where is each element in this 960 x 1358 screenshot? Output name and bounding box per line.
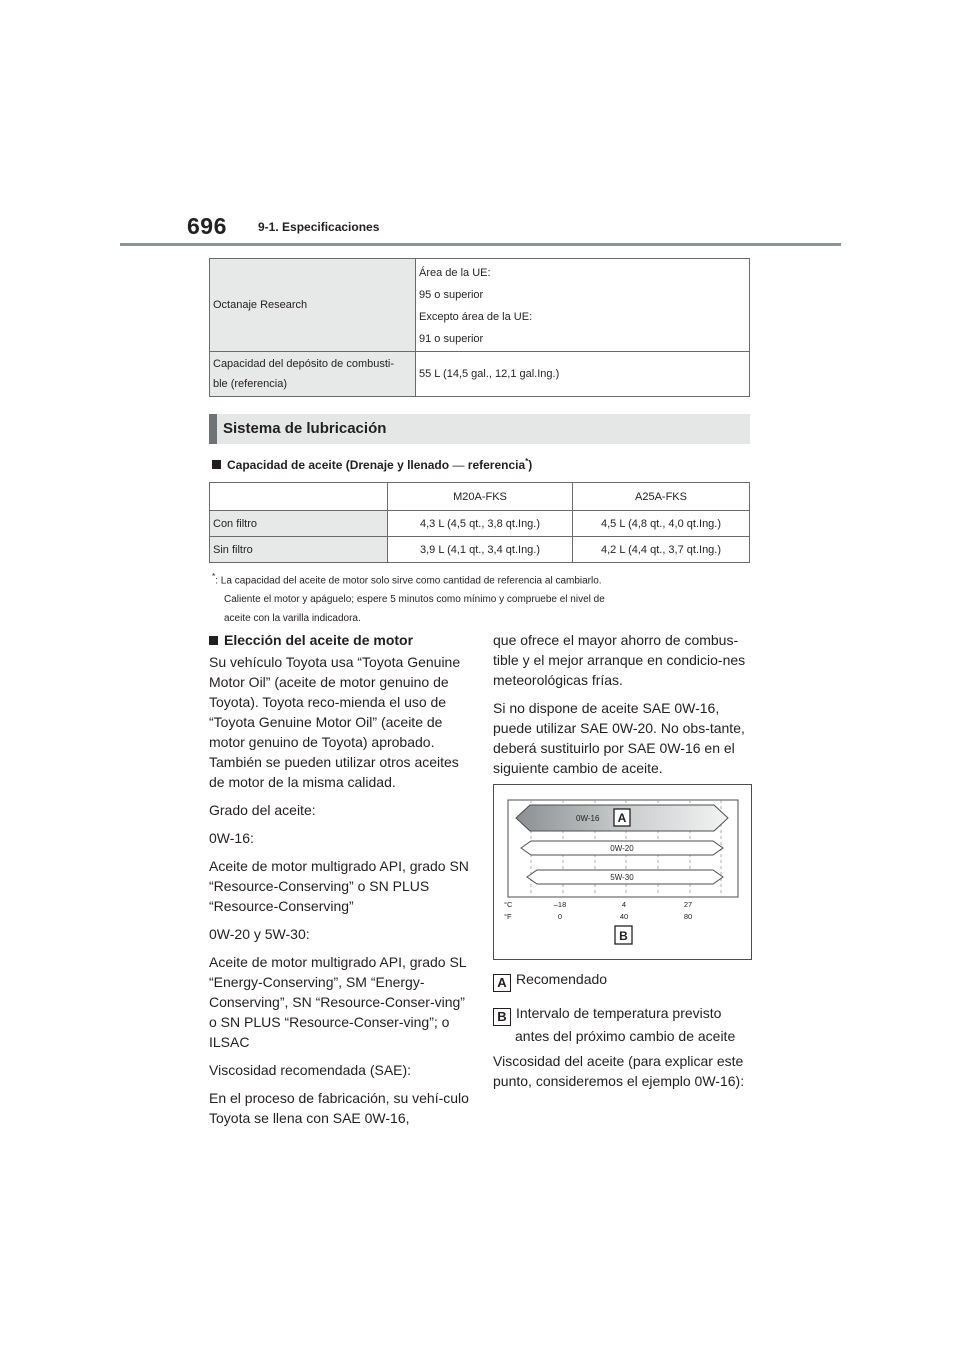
paragraph: que ofrece el mayor ahorro de combus-tible y el mejor arranque en condicio-nes meteorológicas frías. <box>493 632 746 688</box>
table-cell-value: 55 L (14,5 gal., 12,1 gal.Ing.) <box>416 352 750 397</box>
capacity-heading <box>212 457 532 472</box>
table-row <box>210 259 750 352</box>
unit-f: °F <box>504 912 512 921</box>
heading-ref: referencia <box>467 458 526 472</box>
legend-a <box>493 969 607 992</box>
tag-a-label: A <box>617 811 627 825</box>
paragraph: 0W-20 y 5W-30: <box>209 926 310 942</box>
paragraph: Aceite de motor multigrado API, grado SL “Energy-Conserving”, SM “Energy-Conserving”, SN “Resource-Conser-ving” o SN PLUS “Resource-Conser-ving”; o ILSAC <box>209 954 467 1050</box>
table-row <box>210 352 750 397</box>
bar-label: 0W-16 <box>576 814 600 823</box>
fuel-spec-table <box>209 258 750 397</box>
label-line: ble (referencia) <box>213 378 287 390</box>
tick-f: 40 <box>619 912 629 921</box>
section-title: 9-1. Especificaciones <box>258 220 380 234</box>
heading-star: * <box>525 457 529 466</box>
section-banner <box>209 414 750 444</box>
value-line: Área de la UE: <box>419 267 491 279</box>
capacity-heading-text: Capacidad de aceite (Drenaje y llenado <box>227 458 450 472</box>
left-column <box>209 630 469 1136</box>
footnote-star: * <box>212 571 216 581</box>
banner-marker <box>209 414 217 444</box>
tag-b-label: B <box>619 929 628 943</box>
section-banner-title: Sistema de lubricación <box>223 420 387 437</box>
bar-label: 0W-20 <box>610 844 634 853</box>
bullet-square-icon <box>209 636 218 645</box>
table-row <box>210 511 750 537</box>
tick-f: 0 <box>557 912 563 921</box>
paragraph: Aceite de motor multigrado API, grado SN “Resource-Conserving” o SN PLUS “Resource-Conserving” <box>209 858 469 914</box>
bar-label: 5W-30 <box>610 873 634 882</box>
heading-close: ) <box>528 458 533 472</box>
legend-a-text: Recomendado <box>516 971 608 987</box>
legend-tag-a: A <box>493 974 511 992</box>
footnote <box>212 567 752 628</box>
legend-tag-b: B <box>493 1008 511 1026</box>
viscosity-diagram <box>493 784 752 960</box>
paragraph: Viscosidad recomendada (SAE): <box>209 1062 412 1078</box>
right-column <box>493 630 755 786</box>
table-header-cell: M20A-FKS <box>388 483 573 511</box>
paragraph: Su vehículo Toyota usa “Toyota Genuine Motor Oil” (aceite de motor genuino de Toyota). Toyota reco-mienda el uso de “Toyota Genuine Motor Oil” (aceite de motor genuino de Toyota) aprobado. También se pueden utilizar otros aceites de motor de la misma calidad. <box>209 654 461 790</box>
oil-choice-heading <box>209 630 469 650</box>
footnote-line: aceite con la varilla indicadora. <box>224 613 361 625</box>
footnote-line: Caliente el motor y apáguelo; espere 5 minutos como mínimo y compruebe el nivel de <box>224 594 605 606</box>
oil-capacity-table <box>209 482 750 563</box>
value-line: 95 o superior <box>419 289 484 301</box>
oil-choice-heading-text: Elección del aceite de motor <box>224 632 414 648</box>
paragraph: 0W-16: <box>209 830 254 846</box>
footnote-text: : La capacidad del aceite de motor solo sirve como cantidad de referencia al cambiarlo. <box>215 575 602 587</box>
tick-c: 4 <box>621 900 627 909</box>
viscosity-explanation: Viscosidad del aceite (para explicar este punto, consideremos el ejemplo 0W-16): <box>493 1053 745 1089</box>
legend-b <box>493 1003 721 1026</box>
table-cell: 4,2 L (4,4 qt., 3,7 qt.Ing.) <box>573 537 750 563</box>
header-rule <box>120 243 841 246</box>
legend-b-text-line1: Intervalo de temperatura previsto <box>516 1005 722 1021</box>
table-row <box>210 537 750 563</box>
paragraph: En el proceso de fabricación, su vehí-culo Toyota se llena con SAE 0W-16, <box>209 1090 469 1126</box>
value-line: 91 o superior <box>419 333 484 345</box>
label-line: Capacidad del depósito de combusti- <box>213 358 395 370</box>
table-cell: 4,5 L (4,8 qt., 4,0 qt.Ing.) <box>573 511 750 537</box>
page-number: 696 <box>187 213 227 239</box>
tick-c: 27 <box>683 900 693 909</box>
table-cell-label <box>210 352 416 397</box>
table-cell: 3,9 L (4,1 qt., 3,4 qt.Ing.) <box>388 537 573 563</box>
table-cell-label: Con filtro <box>210 511 388 537</box>
paragraph: Si no dispone de aceite SAE 0W-16, puede utilizar SAE 0W-20. No obs-tante, deberá sustituirlo por SAE 0W-16 en el siguiente cambio de aceite. <box>493 700 745 776</box>
tick-f: 80 <box>683 912 693 921</box>
paragraph: Grado del aceite: <box>209 802 316 818</box>
table-cell-value <box>416 259 750 352</box>
table-cell-label: Octanaje Research <box>210 259 416 352</box>
viscosity-diagram-svg <box>494 785 751 959</box>
tick-c: –18 <box>553 900 567 909</box>
unit-c: °C <box>504 900 513 909</box>
table-header-cell <box>210 483 388 511</box>
table-cell-label: Sin filtro <box>210 537 388 563</box>
footnote-line <box>212 567 752 590</box>
table-cell: 4,3 L (4,5 qt., 3,8 qt.Ing.) <box>388 511 573 537</box>
table-header-row <box>210 483 750 511</box>
bullet-square-icon <box>212 460 221 469</box>
legend-b-continued: antes del próximo cambio de aceite <box>515 1028 736 1044</box>
table-header-cell: A25A-FKS <box>573 483 750 511</box>
heading-dash: — <box>452 458 465 472</box>
value-line: Excepto área de la UE: <box>419 311 533 323</box>
